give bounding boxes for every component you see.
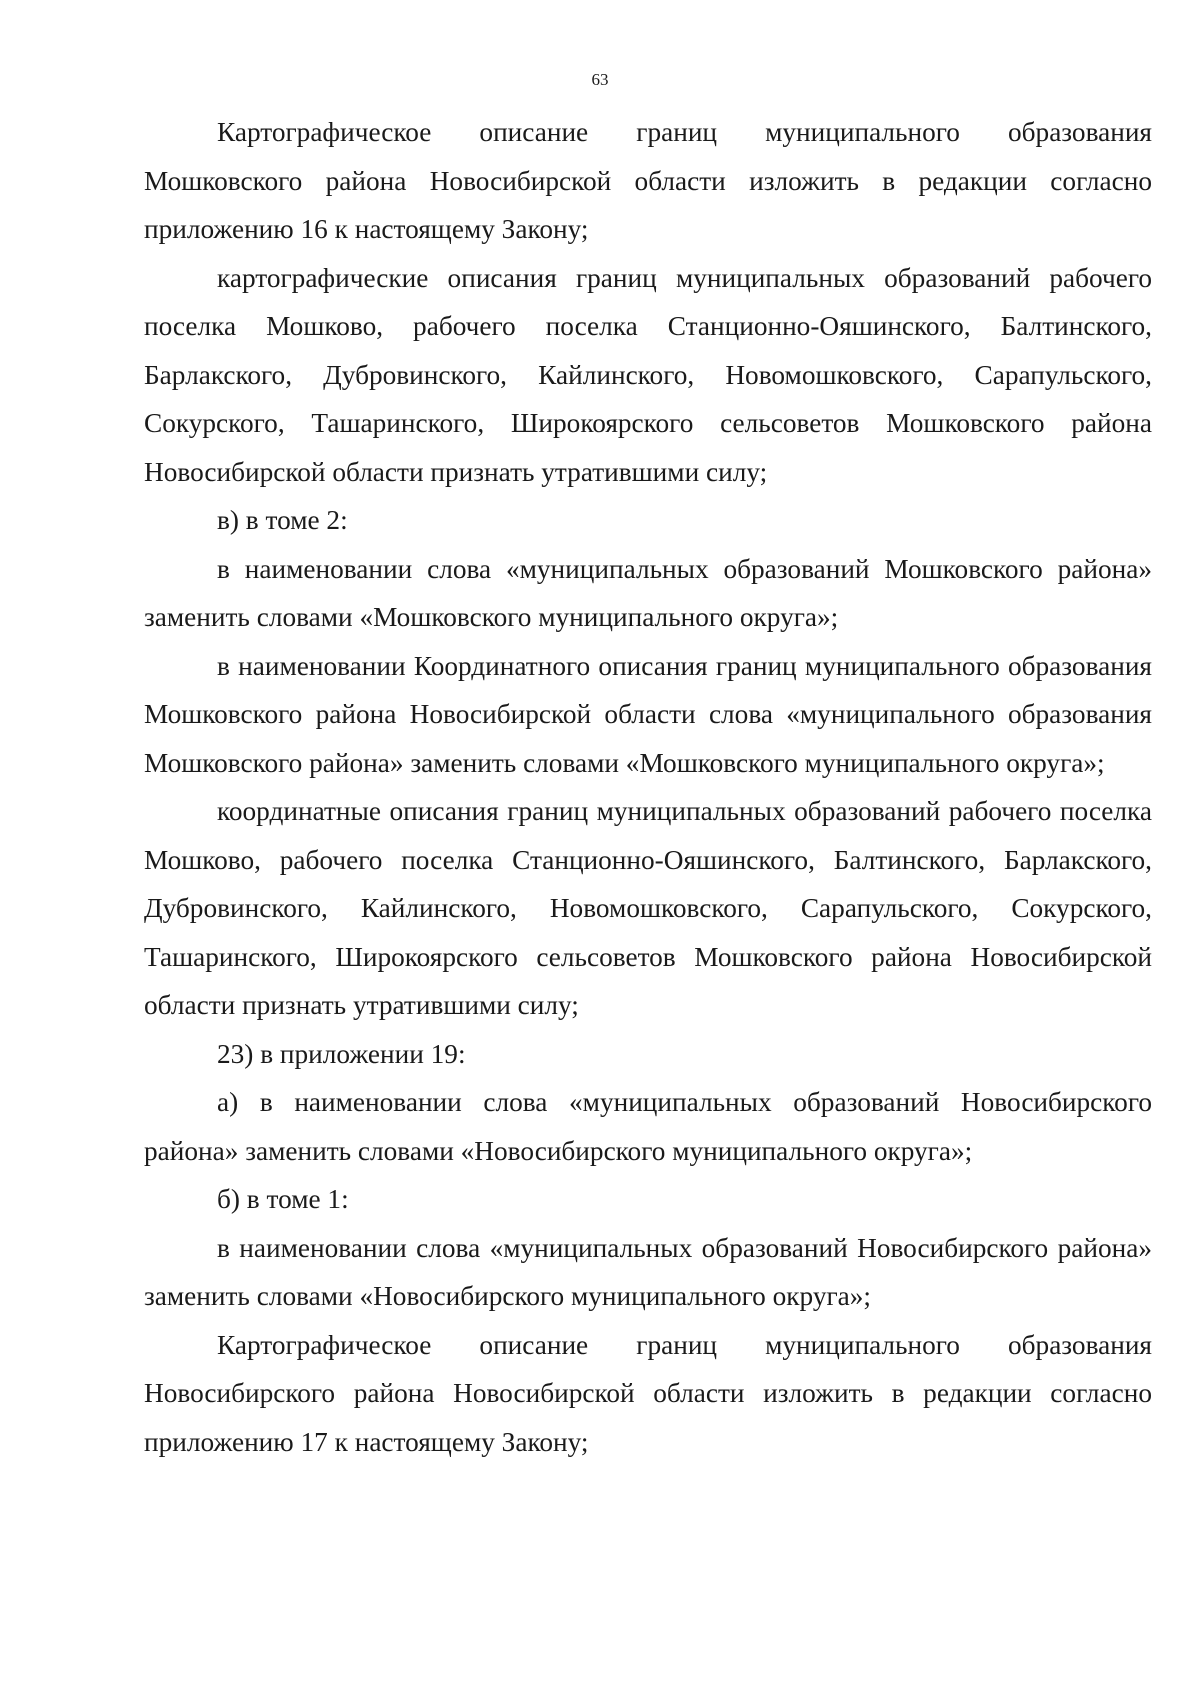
paragraph-1: Картографическое описание границ муниципального образования Мошковского района Новосибирской области изложить в редакции согласно приложению 16 к настоящему Закону; bbox=[144, 117, 1152, 244]
paragraph-4: в наименовании слова «муниципальных образований Мошковского района» заменить словами «Мошковского муниципального округа»; bbox=[144, 553, 1152, 632]
document-body bbox=[144, 108, 1152, 1466]
paragraph-3: в) в томе 2: bbox=[217, 505, 348, 535]
paragraph-9: б) в томе 1: bbox=[217, 1184, 349, 1214]
paragraph-11: Картографическое описание границ муниципального образования Новосибирского района Новосибирской области изложить в редакции согласно приложению 17 к настоящему Закону; bbox=[144, 1329, 1152, 1457]
paragraph-10: в наименовании слова «муниципальных образований Новосибирского района» заменить словами «Новосибирского муниципального округа»; bbox=[144, 1232, 1152, 1311]
paragraph-8: а) в наименовании слова «муниципальных образований Новосибирского района» заменить словами «Новосибирского муниципального округа»; bbox=[144, 1087, 1152, 1166]
paragraph-6: координатные описания границ муниципальных образований рабочего поселка Мошково, рабочего поселка Станционно-Ояшинского, Балтинского, Барлакского, Дубровинского, Кайлинского, Новомошковского, Сарапульского, Сокурского, Ташаринского, Широкоярского сельсоветов Мошковского района Новосибирской области признать утратившими силу; bbox=[144, 796, 1152, 1020]
paragraph-2: картографические описания границ муниципальных образований рабочего поселка Мошково, рабочего поселка Станционно-Ояшинского, Балтинского, Барлакского, Дубровинского, Кайлинского, Новомошковского, Сарапульского, Сокурского, Ташаринского, Широкоярского сельсоветов Мошковского района Новосибирской области признать утратившими силу; bbox=[144, 262, 1152, 487]
page-number: 63 bbox=[591, 70, 609, 89]
paragraph-7: 23) в приложении 19: bbox=[217, 1038, 466, 1069]
paragraph-5: в наименовании Координатного описания границ муниципального образования Мошковского района Новосибирской области слова «муниципального образования Мошковского района» заменить словами «Мошковского муниципального округа»; bbox=[144, 650, 1152, 778]
